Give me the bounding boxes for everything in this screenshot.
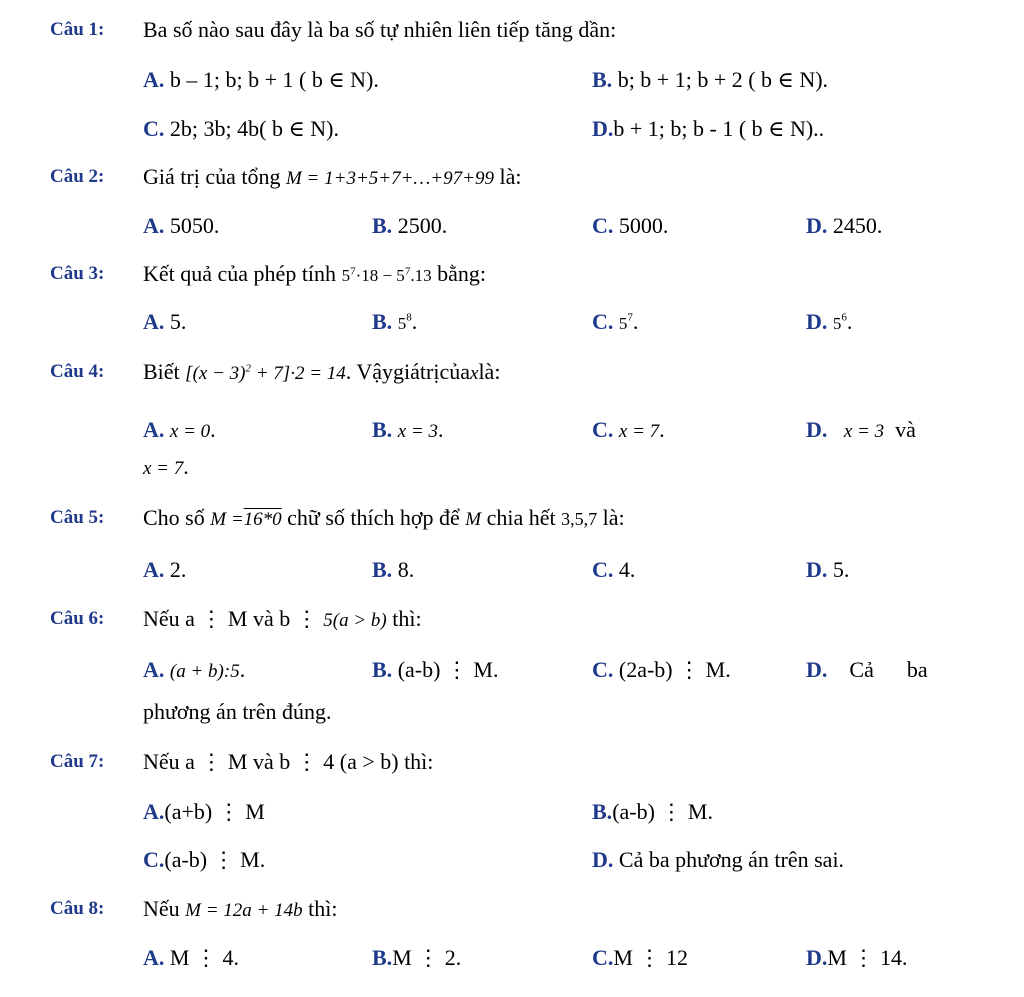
q3-option-a xyxy=(143,308,186,336)
q8-option-b xyxy=(372,944,461,972)
option-text: (a+b) ⋮ M xyxy=(164,799,265,824)
option-letter: B. xyxy=(372,213,393,238)
power-expression: $5^7\cdot 18 - 5^7.13$ xyxy=(341,265,432,285)
option-text: 5. xyxy=(827,557,850,582)
question-8-prompt: Nếu M = 12a + 14b thì: xyxy=(143,896,338,921)
question-3-prompt xyxy=(143,260,486,290)
option-letter: A. xyxy=(143,799,165,824)
q1-option-d xyxy=(592,115,824,143)
overlined-number: 16*0 xyxy=(243,509,282,530)
option-text: b – 1; b; b + 1 ( b ∈ N). xyxy=(164,67,379,92)
q6-option-c xyxy=(592,656,731,684)
q3-option-d: D. $5^6$. xyxy=(806,309,853,334)
q4-option-a: A. x = 0. xyxy=(143,417,216,442)
option-letter: C. xyxy=(592,657,614,682)
option-letter: A. xyxy=(143,417,165,442)
question-5-label: Câu 5: xyxy=(50,507,105,528)
option-text: M ⋮ 2. xyxy=(392,945,462,970)
q4-option-b: B. x = 3. xyxy=(372,417,444,442)
option-letter: C. xyxy=(592,213,614,238)
option-text: M ⋮ 14. xyxy=(827,945,908,970)
question-6-label: Câu 6: xyxy=(50,608,105,629)
option-text: 5050. xyxy=(164,213,220,238)
prompt-text: Kết quả của phép tính xyxy=(143,261,337,286)
prompt-text: Cho số xyxy=(143,505,205,530)
option-letter: A. xyxy=(143,67,165,92)
option-text: M ⋮ 12 xyxy=(613,945,688,970)
prompt-text: Nếu xyxy=(143,896,180,921)
option-letter: B. xyxy=(372,557,393,582)
q3-option-b: B. $5^8$. xyxy=(372,309,418,334)
q2-option-c xyxy=(592,212,668,240)
option-text: 2. xyxy=(164,557,187,582)
option-letter: D. xyxy=(806,945,828,970)
option-text: 8. xyxy=(392,557,415,582)
question-6-prompt: Nếu a ⋮ M và b ⋮ 5(a > b) thì: xyxy=(143,606,422,631)
equation: $[(x - 3)^2 + 7]\cdot 2 = 14$ xyxy=(185,362,346,384)
q1-option-b xyxy=(592,66,828,94)
sum-formula: M = 1+3+5+7+…+97+99 xyxy=(285,168,494,189)
prompt-suffix: bằng: xyxy=(437,261,486,286)
option-text: b; b + 1; b + 2 ( b ∈ N). xyxy=(612,67,829,92)
q6-option-b xyxy=(372,656,499,684)
option-text: (2a-b) ⋮ M. xyxy=(613,657,731,682)
question-7-label: Câu 7: xyxy=(50,751,105,772)
prompt-suffix: là: xyxy=(499,164,522,189)
question-4-label: Câu 4: xyxy=(50,361,105,382)
q6-option-a: A. (a + b):5. xyxy=(143,657,246,682)
q2-option-a xyxy=(143,212,219,240)
question-3-label: Câu 3: xyxy=(50,263,105,284)
q5-option-a xyxy=(143,556,186,584)
option-letter: B. xyxy=(592,67,613,92)
option-letter: D. xyxy=(806,557,828,582)
prompt-text: Biết xyxy=(143,359,180,384)
question-4-prompt xyxy=(143,358,500,388)
q2-option-d xyxy=(806,212,882,240)
q8-option-a xyxy=(143,944,239,972)
option-letter: D. xyxy=(806,213,828,238)
option-letter: C. xyxy=(143,116,165,141)
option-letter: B. xyxy=(372,417,393,442)
option-text: 5000. xyxy=(613,213,669,238)
q1-option-a xyxy=(143,66,379,94)
option-text: 2b; 3b; 4b( b ∈ N). xyxy=(164,116,339,141)
q6-option-d: D. Cả ba xyxy=(806,657,928,682)
option-text: b + 1; b; b - 1 ( b ∈ N).. xyxy=(613,116,825,141)
question-1-label: Câu 1: xyxy=(50,19,105,40)
q4-option-d-continuation: x = 7. xyxy=(143,454,189,479)
q5-option-d xyxy=(806,556,849,584)
q1-option-c xyxy=(143,115,339,143)
question-7-prompt: Nếu a ⋮ M và b ⋮ 4 (a > b) thì: xyxy=(143,749,434,774)
option-letter: C. xyxy=(592,945,614,970)
option-letter: D. xyxy=(592,847,614,872)
option-text: 2450. xyxy=(827,213,883,238)
question-5-prompt: Cho số M =16*0 chữ số thích hợp để M chia hết 3,5,7 là: xyxy=(143,505,625,530)
q4-option-c: C. x = 7. xyxy=(592,417,665,442)
option-letter: A. xyxy=(143,213,165,238)
question-2-prompt xyxy=(143,163,521,193)
option-letter: D. xyxy=(806,417,828,442)
q8-option-c xyxy=(592,944,688,972)
option-letter: D. xyxy=(806,309,828,334)
option-letter: B. xyxy=(592,799,613,824)
option-letter: C. xyxy=(143,847,165,872)
option-text: M ⋮ 4. xyxy=(164,945,239,970)
question-2-label: Câu 2: xyxy=(50,166,105,187)
q5-option-b xyxy=(372,556,414,584)
option-text: 2500. xyxy=(392,213,448,238)
q3-option-c: C. $5^7$. xyxy=(592,309,639,334)
option-letter: A. xyxy=(143,557,165,582)
option-letter: B. xyxy=(372,309,393,334)
q4-option-d: D. x = 3 và xyxy=(806,417,916,442)
prompt-text: Giá trị của tổng xyxy=(143,164,281,189)
option-text: 5. xyxy=(164,309,187,334)
option-letter: A. xyxy=(143,945,165,970)
option-text: (a-b) ⋮ M. xyxy=(392,657,499,682)
prompt-suffix-2: là: xyxy=(478,359,501,384)
q7-option-b xyxy=(592,798,713,826)
option-text: 4. xyxy=(613,557,636,582)
option-letter: D. xyxy=(592,116,614,141)
prompt-text: Nếu a ⋮ M và b ⋮ xyxy=(143,606,318,631)
option-letter: C. xyxy=(592,417,614,442)
q2-option-b xyxy=(372,212,447,240)
variable: x xyxy=(470,363,479,384)
option-letter: D. xyxy=(806,657,828,682)
q5-option-c xyxy=(592,556,635,584)
option-letter: C. xyxy=(592,557,614,582)
question-1-prompt: Ba số nào sau đây là ba số tự nhiên liên tiếp tăng dần: xyxy=(143,17,617,42)
option-letter: A. xyxy=(143,309,165,334)
q8-option-d xyxy=(806,944,907,972)
option-text: Cả ba phương án trên sai. xyxy=(613,847,845,872)
q6-option-d-continuation: phương án trên đúng. xyxy=(143,699,332,724)
option-text: (a-b) ⋮ M. xyxy=(612,799,713,824)
q7-option-a xyxy=(143,798,265,826)
option-letter: B. xyxy=(372,945,393,970)
prompt-suffix: . Vậygiátrịcủa xyxy=(345,359,470,384)
option-letter: B. xyxy=(372,657,393,682)
question-8-label: Câu 8: xyxy=(50,898,105,919)
q7-option-c xyxy=(143,846,265,874)
q7-option-d xyxy=(592,846,844,874)
option-letter: A. xyxy=(143,657,165,682)
option-text: (a-b) ⋮ M. xyxy=(164,847,266,872)
option-letter: C. xyxy=(592,309,614,334)
